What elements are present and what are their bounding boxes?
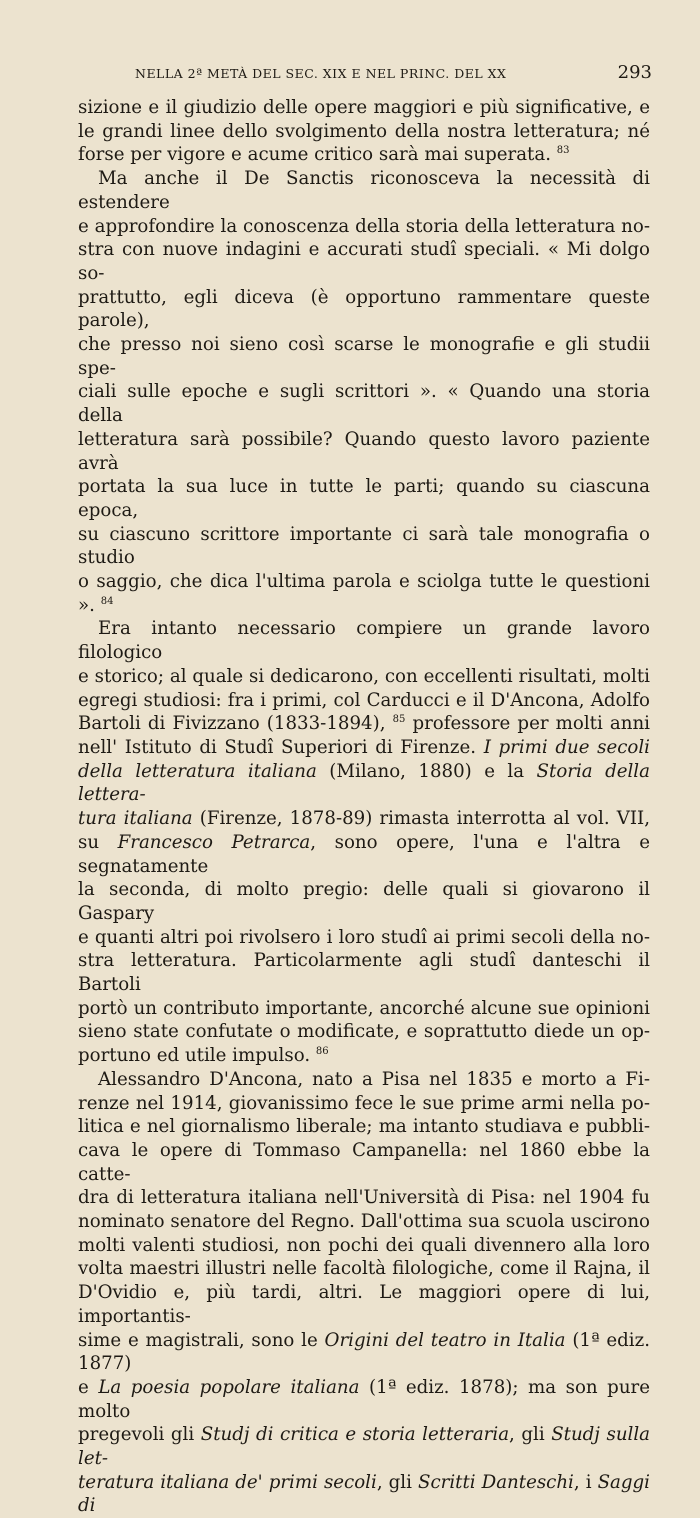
text-line: litica e nel giornalismo liberale; ma intanto studiava e pubbli- xyxy=(78,1116,650,1138)
book-title: I primi due secoli xyxy=(483,736,650,758)
text-line xyxy=(78,1044,650,1068)
text-line: le grandi linee dello svolgimento della nostra letteratura; né xyxy=(78,120,650,142)
text-line xyxy=(78,760,650,807)
book-title: Origini del teatro in Italia xyxy=(324,1329,566,1351)
text-line: e approfondire la conoscenza della storia della letteratura no- xyxy=(78,215,650,237)
footnote-ref: 83 xyxy=(556,145,570,157)
text-line xyxy=(78,736,650,760)
book-title: della letteratura italiana xyxy=(78,760,317,782)
text-line: renze nel 1914, giovanissimo fece le sue prime armi nella po- xyxy=(78,1092,650,1114)
text-span: sime e magistrali, sono le xyxy=(78,1329,318,1351)
text-line: Alessandro D'Ancona, nato a Pisa nel 1835 e morto a Fi- xyxy=(98,1068,650,1090)
text-line xyxy=(78,807,650,831)
text-span: , gli xyxy=(509,1424,545,1446)
book-title: Francesco Petrarca xyxy=(117,831,311,853)
book-title: Saggi di xyxy=(78,1471,650,1517)
text-span: portuno ed utile impulso. xyxy=(78,1045,311,1067)
text-line xyxy=(78,1376,650,1423)
text-line: volta maestri illustri nelle facoltà filologiche, come il Rajna, il xyxy=(78,1258,650,1280)
text-line: la seconda, di molto pregio: delle quali si giovarono il Gaspary xyxy=(78,879,650,924)
text-line: ciali sulle epoche e sugli scrittori ». « Quando una storia della xyxy=(78,381,650,427)
text-span: Bartoli di Fivizzano (1833-1894), xyxy=(78,713,386,735)
book-title: Storia della lettera- xyxy=(78,760,650,806)
text-line: su ciascuno scrittore importante ci sarà tale monografia o studio xyxy=(78,523,650,569)
footnote-ref: 84 xyxy=(100,595,114,607)
text-line: portò un contributo importante, ancorché alcune sue opinioni xyxy=(78,997,650,1019)
text-span: o saggio, che dica l'ultima parola e sciolga tutte le questioni ». xyxy=(78,571,650,616)
text-span: (1ª ediz. 1878); ma son pure molto xyxy=(78,1376,650,1422)
text-line: egregi studiosi: fra i primi, col Carducci e il D'Ancona, Adolfo xyxy=(78,689,650,711)
text-span: , gli xyxy=(376,1471,412,1493)
text-line: D'Ovidio e, più tardi, altri. Le maggiori opere di lui, importantis- xyxy=(78,1282,650,1327)
text-line: portata la sua luce in tutte le parti; quando su ciascuna epoca, xyxy=(78,476,650,521)
text-span: e xyxy=(78,1376,89,1398)
text-line: Ma anche il De Sanctis riconosceva la necessità di estendere xyxy=(78,168,650,213)
text-line: dra di letteratura italiana nell'Università di Pisa: nel 1904 fu xyxy=(78,1187,650,1209)
text-line: molti valenti studiosi, non pochi dei quali divennero alla loro xyxy=(78,1234,650,1256)
text-span: forse per vigore e acume critico sarà mai superata. xyxy=(78,144,551,166)
text-line: e storico; al quale si dedicarono, con eccellenti risultati, molti xyxy=(78,665,650,687)
text-span: (Milano, 1880) e la xyxy=(329,760,525,782)
text-line: stra con nuove indagini e accurati studî speciali. « Mi dolgo so- xyxy=(78,239,650,284)
text-line: prattutto, egli diceva (è opportuno rammentare queste parole), xyxy=(78,286,650,332)
text-span: , i xyxy=(573,1471,592,1493)
text-line: Era intanto necessario compiere un grande lavoro filologico xyxy=(78,618,650,664)
text-line: che presso noi sieno così scarse le monografie e gli studii spe- xyxy=(78,334,650,379)
text-line: nominato senatore del Regno. Dall'ottima sua scuola uscirono xyxy=(78,1211,650,1233)
text-span: nell' Istituto di Studî Superiori di Firenze. xyxy=(78,736,477,758)
text-line xyxy=(78,831,650,878)
book-title: Scritti Danteschi xyxy=(417,1471,574,1493)
book-title: Studj sulla let- xyxy=(78,1424,651,1470)
book-title: Studj di critica e storia letteraria xyxy=(200,1424,510,1446)
footnote-ref: 86 xyxy=(315,1046,329,1058)
text-line xyxy=(78,1329,650,1376)
text-line xyxy=(78,712,650,736)
page-header xyxy=(78,62,652,86)
book-title: La poesia popolare italiana xyxy=(98,1376,360,1398)
book-title: teratura italiana de' primi secoli xyxy=(78,1471,377,1493)
text-span: pregevoli gli xyxy=(78,1424,195,1446)
text-span: (1ª ediz. 1877) xyxy=(78,1329,650,1375)
text-line: stra letteratura. Particolarmente agli studî danteschi il Bartoli xyxy=(78,950,650,996)
body-text xyxy=(78,96,650,1518)
text-line xyxy=(78,570,650,617)
text-line: letteratura sarà possibile? Quando questo lavoro paziente avrà xyxy=(78,428,650,474)
text-span: (Firenze, 1878-89) rimasta interrotta al vol. VII, xyxy=(199,808,650,830)
text-line: sizione e il giudizio delle opere maggiori e più significative, e xyxy=(78,97,650,118)
text-line xyxy=(78,1423,650,1470)
text-line xyxy=(78,143,650,167)
page-number: 293 xyxy=(617,62,652,83)
text-span: professore per molti anni xyxy=(412,713,650,735)
footnote-ref: 85 xyxy=(392,714,406,726)
text-line: sieno state confutate o modificate, e soprattutto diede un op- xyxy=(78,1021,650,1043)
book-title: tura italiana xyxy=(78,808,193,830)
text-line xyxy=(78,1471,650,1518)
text-span: su xyxy=(78,831,100,853)
text-span: , sono opere, l'una e l'altra e segnatamente xyxy=(78,831,650,877)
text-line: cava le opere di Tommaso Campanella: nel 1860 ebbe la catte- xyxy=(78,1139,650,1185)
running-title: NELLA 2ª METÀ DEL SEC. XIX E NEL PRINC. DEL XX xyxy=(135,66,507,81)
text-line: e quanti altri poi rivolsero i loro studî ai primi secoli della no- xyxy=(78,926,650,948)
